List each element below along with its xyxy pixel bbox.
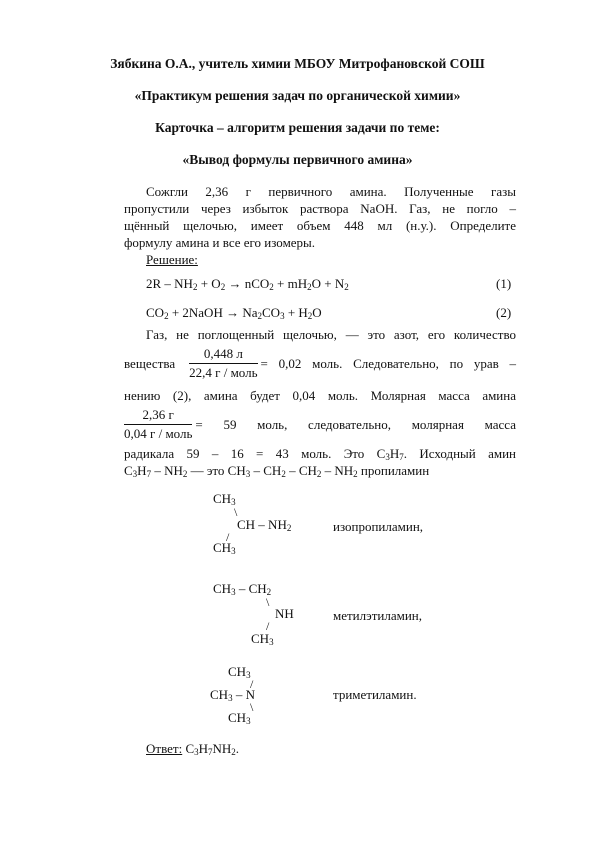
course-title: «Практикум решения задач по органической химии»	[134, 88, 461, 103]
isomer2-bond-upper: \	[266, 595, 270, 609]
isomer1-top: $CH_3$	[213, 491, 236, 507]
isomer1-bottom: $CH_3$	[213, 540, 236, 556]
fraction-moles-numerator: 0,448 л	[189, 346, 257, 364]
isomer2-name: метилэтиламин,	[333, 608, 422, 623]
para-line-4	[124, 407, 516, 442]
isomer2-bottom: $CH_3$	[251, 631, 274, 647]
isomer1-mid: CH – $NH_2$	[237, 517, 292, 533]
answer-line: Ответ: $C_3H_7NH_2$.	[146, 741, 240, 757]
task-line-3: щённый щелочью, имеет объем 448 мл (н.у.). Определите	[124, 218, 516, 233]
para-line-2	[124, 346, 516, 381]
isomer3-name: триметиламин.	[333, 687, 417, 702]
card-title: Карточка – алгоритм решения задачи по теме:	[155, 120, 440, 135]
para-line-1: Газ, не поглощенный щелочью, — это азот, его количество	[146, 327, 516, 342]
isomer3-bond-lower: \	[250, 700, 254, 714]
fraction-molar-mass	[124, 407, 192, 442]
para-line-4-tail: = 59 моль, следовательно, молярная масса	[195, 416, 516, 432]
para-line-5: радикала 59 – 16 = 43 моль. Это $C_3H_7$. Исходный амин	[124, 446, 517, 462]
equation-2: $CO_2$ + 2NaOH → $Na_2CO_3 + H_2O$	[146, 305, 322, 321]
isomer1-bond-lower: /	[226, 530, 230, 544]
fraction-molar-mass-numerator: 2,36 г	[124, 407, 192, 425]
para-line-6: $C_3H_7 - NH_2$ — это $CH_3 - CH_2 - CH_2 - NH_2$ пропиламин	[124, 463, 430, 479]
isomer3-top: $CH_3$	[228, 664, 251, 680]
fraction-moles	[189, 346, 257, 381]
equation-1-number: (1)	[496, 276, 512, 291]
task-line-1: Сожгли 2,36 г первичного амина. Полученные газы	[146, 184, 516, 199]
para-word-substance: вещества	[124, 355, 176, 371]
solution-label: Решение:	[146, 252, 198, 267]
fraction-molar-mass-denominator: 0,04 г / моль	[124, 426, 193, 441]
isomer3-mid: $CH_3$ – N	[210, 687, 255, 703]
para-line-3: нению (2), амина будет 0,04 моль. Молярная масса амина	[124, 388, 516, 403]
topic-title: «Вывод формулы первичного амина»	[182, 152, 413, 167]
fraction-moles-denominator: 22,4 г / моль	[189, 365, 258, 380]
answer-label: Ответ:	[146, 741, 183, 756]
isomer1-name: изопропиламин,	[333, 519, 424, 534]
task-line-4: формулу амина и все его изомеры.	[124, 235, 316, 250]
isomer2-top: $CH_3 - CH_2$	[213, 581, 272, 597]
isomer2-bond-lower: /	[266, 619, 270, 633]
equation-1: $2R - NH_2 + O_2 \to nCO_2 + mH_2O + N_2$	[146, 276, 349, 292]
isomer3-bond-upper: /	[250, 677, 254, 691]
isomer2-mid: NH	[275, 606, 294, 621]
para-line-2-tail: = 0,02 моль. Следовательно, по урав –	[260, 355, 516, 371]
equation-2-number: (2)	[496, 305, 512, 320]
author-line: Зябкина О.А., учитель химии МБОУ Митрофановской СОШ	[110, 56, 485, 71]
task-line-2: пропустили через избыток раствора NaOH. Газ, не погло –	[124, 201, 516, 216]
isomer1-bond-upper: \	[234, 505, 238, 519]
isomer3-bottom: $CH_3$	[228, 710, 251, 726]
